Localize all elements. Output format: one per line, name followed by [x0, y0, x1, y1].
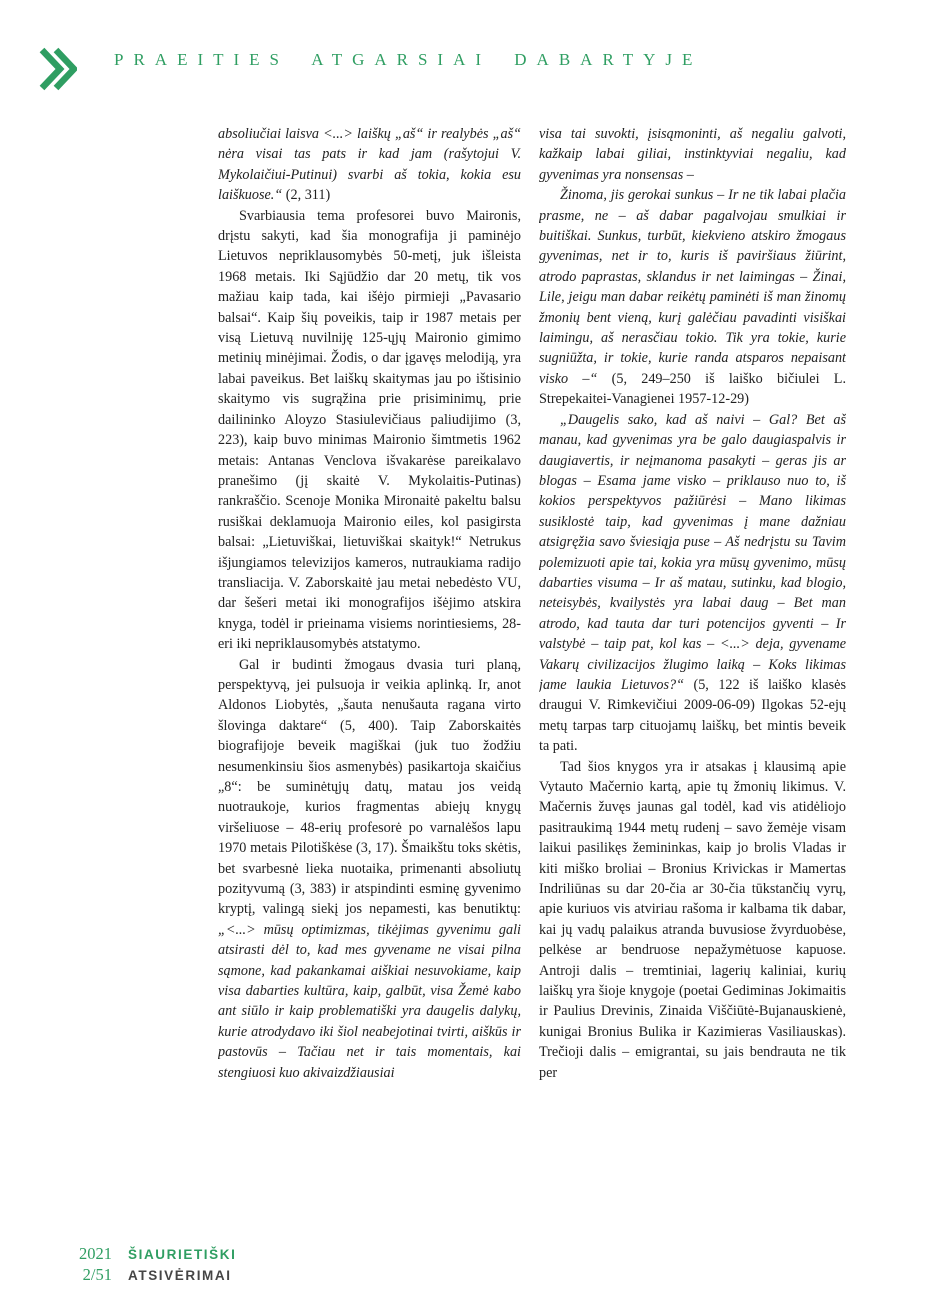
text-run: Svarbiausia tema profesorei buvo Maironis, drįstu sakyti, kad šia monografija ji paminėjo Lietuvos nepriklausomybės 50-metį, juk išleista 1968 metais. Iki Sąjūdžio dar 20 metų, tik vos mažiau kaip tada, kai išėjo pirmieji „Pavasario balsai“. Kaip šių poveikis, taip ir 1987 metais per visą Lietuvą nuvilniję 125-ųjų Maironio gimimo metinių minėjimai. Žodis, o dar įgavęs melodiją, yra labai paveikus. Bet laiškų skaitymas jau po ištisinio skaitymo vis sugrąžina prie prisiminimų, prie dailininko Aloyzo Stasiulevičiaus paliudijimo (3, 223), kaip buvo minimas Maironio šimtmetis 1962 metais: Antanas Venclova išvakarėse pareikalavo pranešimo (jį skaitė V. Mykolaitis-Putinas) rankraščio. Scenoje Monika Mironaitė pakeltu balsu rusiškai deklamuoja Maironio eiles, kol pasigirsta balsai: „Lietuviškai, lietuviškai skaityk!“ Netrukus išjungiamos televizijos kameros, nutraukiama radijo transliacija. V. Zaborskaitė jau metai nebedėsto VU, dar šešeri metai iki monografijos išėjimo atskira knyga, todėl ir prieinama visiems norintiesiems, 28-eri iki nepriklausomybės atstatymo. — [218, 207, 521, 653]
article-body — [218, 124, 846, 1186]
paragraph — [539, 757, 846, 1084]
page-title: PRAEITIES ATGARSIAI DABARTYJE — [114, 50, 703, 69]
text-run: „<...> mūsų optimizmas, tikėjimas gyvenimu gali atsirasti dėl to, kad mes gyvename ne visai pilna sąmone, kad pakankamai aiškiai nesuvokiame, kaip visa dabarties kultūra, kaip, galbūt, visa Žemė kabo ant siūlo ir kaip problematiški yra daugelis dalykų, kurie atrodydavo iki šiol neabejotinai tvirti, aiškūs ir pastovūs – Tačiau net ir tais momentais, kai stengiuosi kuo akivaizdžiausiai — [218, 921, 521, 1081]
magazine-title-line1: ŠIAURIETIŠKI — [128, 1247, 237, 1262]
text-run: Žinoma, jis gerokai sunkus – Ir ne tik labai plačia prasme, ne – aš dabar pagalvojau smulkiai ir buitiškai. Sunkus, turbūt, kiekvieno atskiro žmogaus gyvenimas, net ir to, kuris iš paviršiaus žiūrint, atrodo paprastas, sklandus ir net laimingas – Žinai, Lile, jeigu man dabar reikėtų paminėti iš man žinomų žmonių bent vieną, kurį galėčiau pavadinti visiškai laimingu, aš nerasčiau tokio. Tik yra tokie, kurie sugniūžta, ir tokie, kurie randa atsparos nepaisant visko –“ — [539, 187, 846, 387]
paragraph — [539, 185, 846, 409]
paragraph — [218, 124, 521, 206]
footer-year: 2021 — [79, 1244, 112, 1263]
text-run: Gal ir budinti žmogaus dvasia turi planą, perspektyvą, jei pulsuoja ir veikia aplinką. Ir, anot Aldonos Liobytės, „šauta nenušauta ragana virto šlovinga daktare“ (5, 400). Taip Zaborskaitės biografijoje beveik magiškai (juk tuo žodžiu nesumenkinsiu šios asmenybės) pasikartoja skaičius „8“: be suminėtųjų datų, matau jos veidą nuotraukoje, kurios fragmentas abiejų knygų viršeliuose – 48-erių profesorė po varnalėšos lapu 1970 metais Pilotiškėse (3, 17). Šmaikštu toks skėtis, bet svarbesnė lieka nuotaika, primenanti absoliutų pozityvumą (3, 383) ir atspindinti esminę gyvenimo kryptį, valingą siekį jos nepamesti, kas benutiktų: — [218, 656, 521, 918]
text-run: absoliučiai laisva <...> laiškų „aš“ ir realybės „aš“ nėra visai tas pats ir kad jam (rašytojui V. Mykolaičiui-Putinui) svarbi aš tokia, kokia esu laiškuose.“ — [218, 126, 521, 204]
left-column — [218, 124, 521, 1186]
text-run: (2, 311) — [282, 187, 331, 204]
text-run: (5, 122 iš laiško klasės draugui V. Rimkevičiui 2009-06-09) Ilgokas 52-ejų metų tarpas tarp cituojamų laiškų, bet mintis beveik ta pati. — [539, 676, 846, 755]
footer — [66, 1244, 236, 1286]
text-run: (5, 249–250 iš laiško bičiulei L. Strepekaitei-Vanagienei 1957-12-29) — [539, 370, 846, 408]
double-chevron-right-icon — [39, 44, 77, 94]
text-run: visa tai suvokti, įsisąmoninti, aš negaliu galvoti, kažkaip labai giliai, instinktyviai negaliu, kad gyvenimas yra nonsensas – — [539, 126, 846, 183]
magazine-title-line2: ATSIVĖRIMAI — [128, 1268, 232, 1283]
paragraph — [218, 655, 521, 1084]
paragraph — [218, 206, 521, 655]
text-run: „Daugelis sako, kad aš naivi – Gal? Bet aš manau, kad gyvenimas yra be galo daugiaspalvis ir daugiavertis, ir neįmanoma pasakyti – geras jis ar blogas – Esama jame visko – priklauso nuo to, iš kokios perspektyvos pažiūrėsi – Mano likimas susiklostė taip, kad gyvenimas į mane dažniau atsigręžia savo šviesiąja puse – Aš nedrįstu su Tavim polemizuoti apie tai, kokia yra mūsų gyvenimo, mūsų dabarties visuma – Ir aš matau, sutinku, kad blogio, neteisybės, kvailystės yra labai daug – Bet man atrodo, kad tauta dar turi potencijos gyventi – Ir valstybė – taip pat, kol kas – <...> deja, gyvename Vakarų civilizacijos žlugimo laiką – Koks likimas jame laukia Lietuvos?“ — [539, 411, 846, 693]
paragraph — [539, 410, 846, 757]
right-column — [539, 124, 846, 1186]
text-run: Tad šios knygos yra ir atsakas į klausimą apie Vytauto Mačernio kartą, apie tų žmonių likimus. V. Mačernis žuvęs jaunas gal todėl, kad vis atidėliojo pasitraukimą 1944 metų rudenį – savo žemėje visam laikui pasilikęs žemininkas, kaip jo brolis Vladas ir kiti miško broliai – Bronius Krivickas ir Mamertas Indriliūnas su dar 20-čia ar 30-čia tūkstančių vyrų, apie kuriuos vis atviriau rašoma ir kalbama tik dabar, kai jų vadų palaikus atranda buvusiose žvyrduobėse, pelkėse ar bendruose nepažymėtuose kapuose. Antroji dalis – tremtiniai, lagerių kaliniai, kurių laiškų yra šioje knygoje (poetai Gediminas Jokimaitis ir Paulius Drevinis, Zinaida Viščiūtė-Bujanauskienė, kunigai Bronius Bulika ir Kazimieras Vasiliauskas). Trečioji dalis – emigrantai, su jais bendrauta ne tik per — [539, 758, 846, 1081]
paragraph — [539, 124, 846, 185]
footer-issue-number: 2/51 — [82, 1265, 112, 1284]
